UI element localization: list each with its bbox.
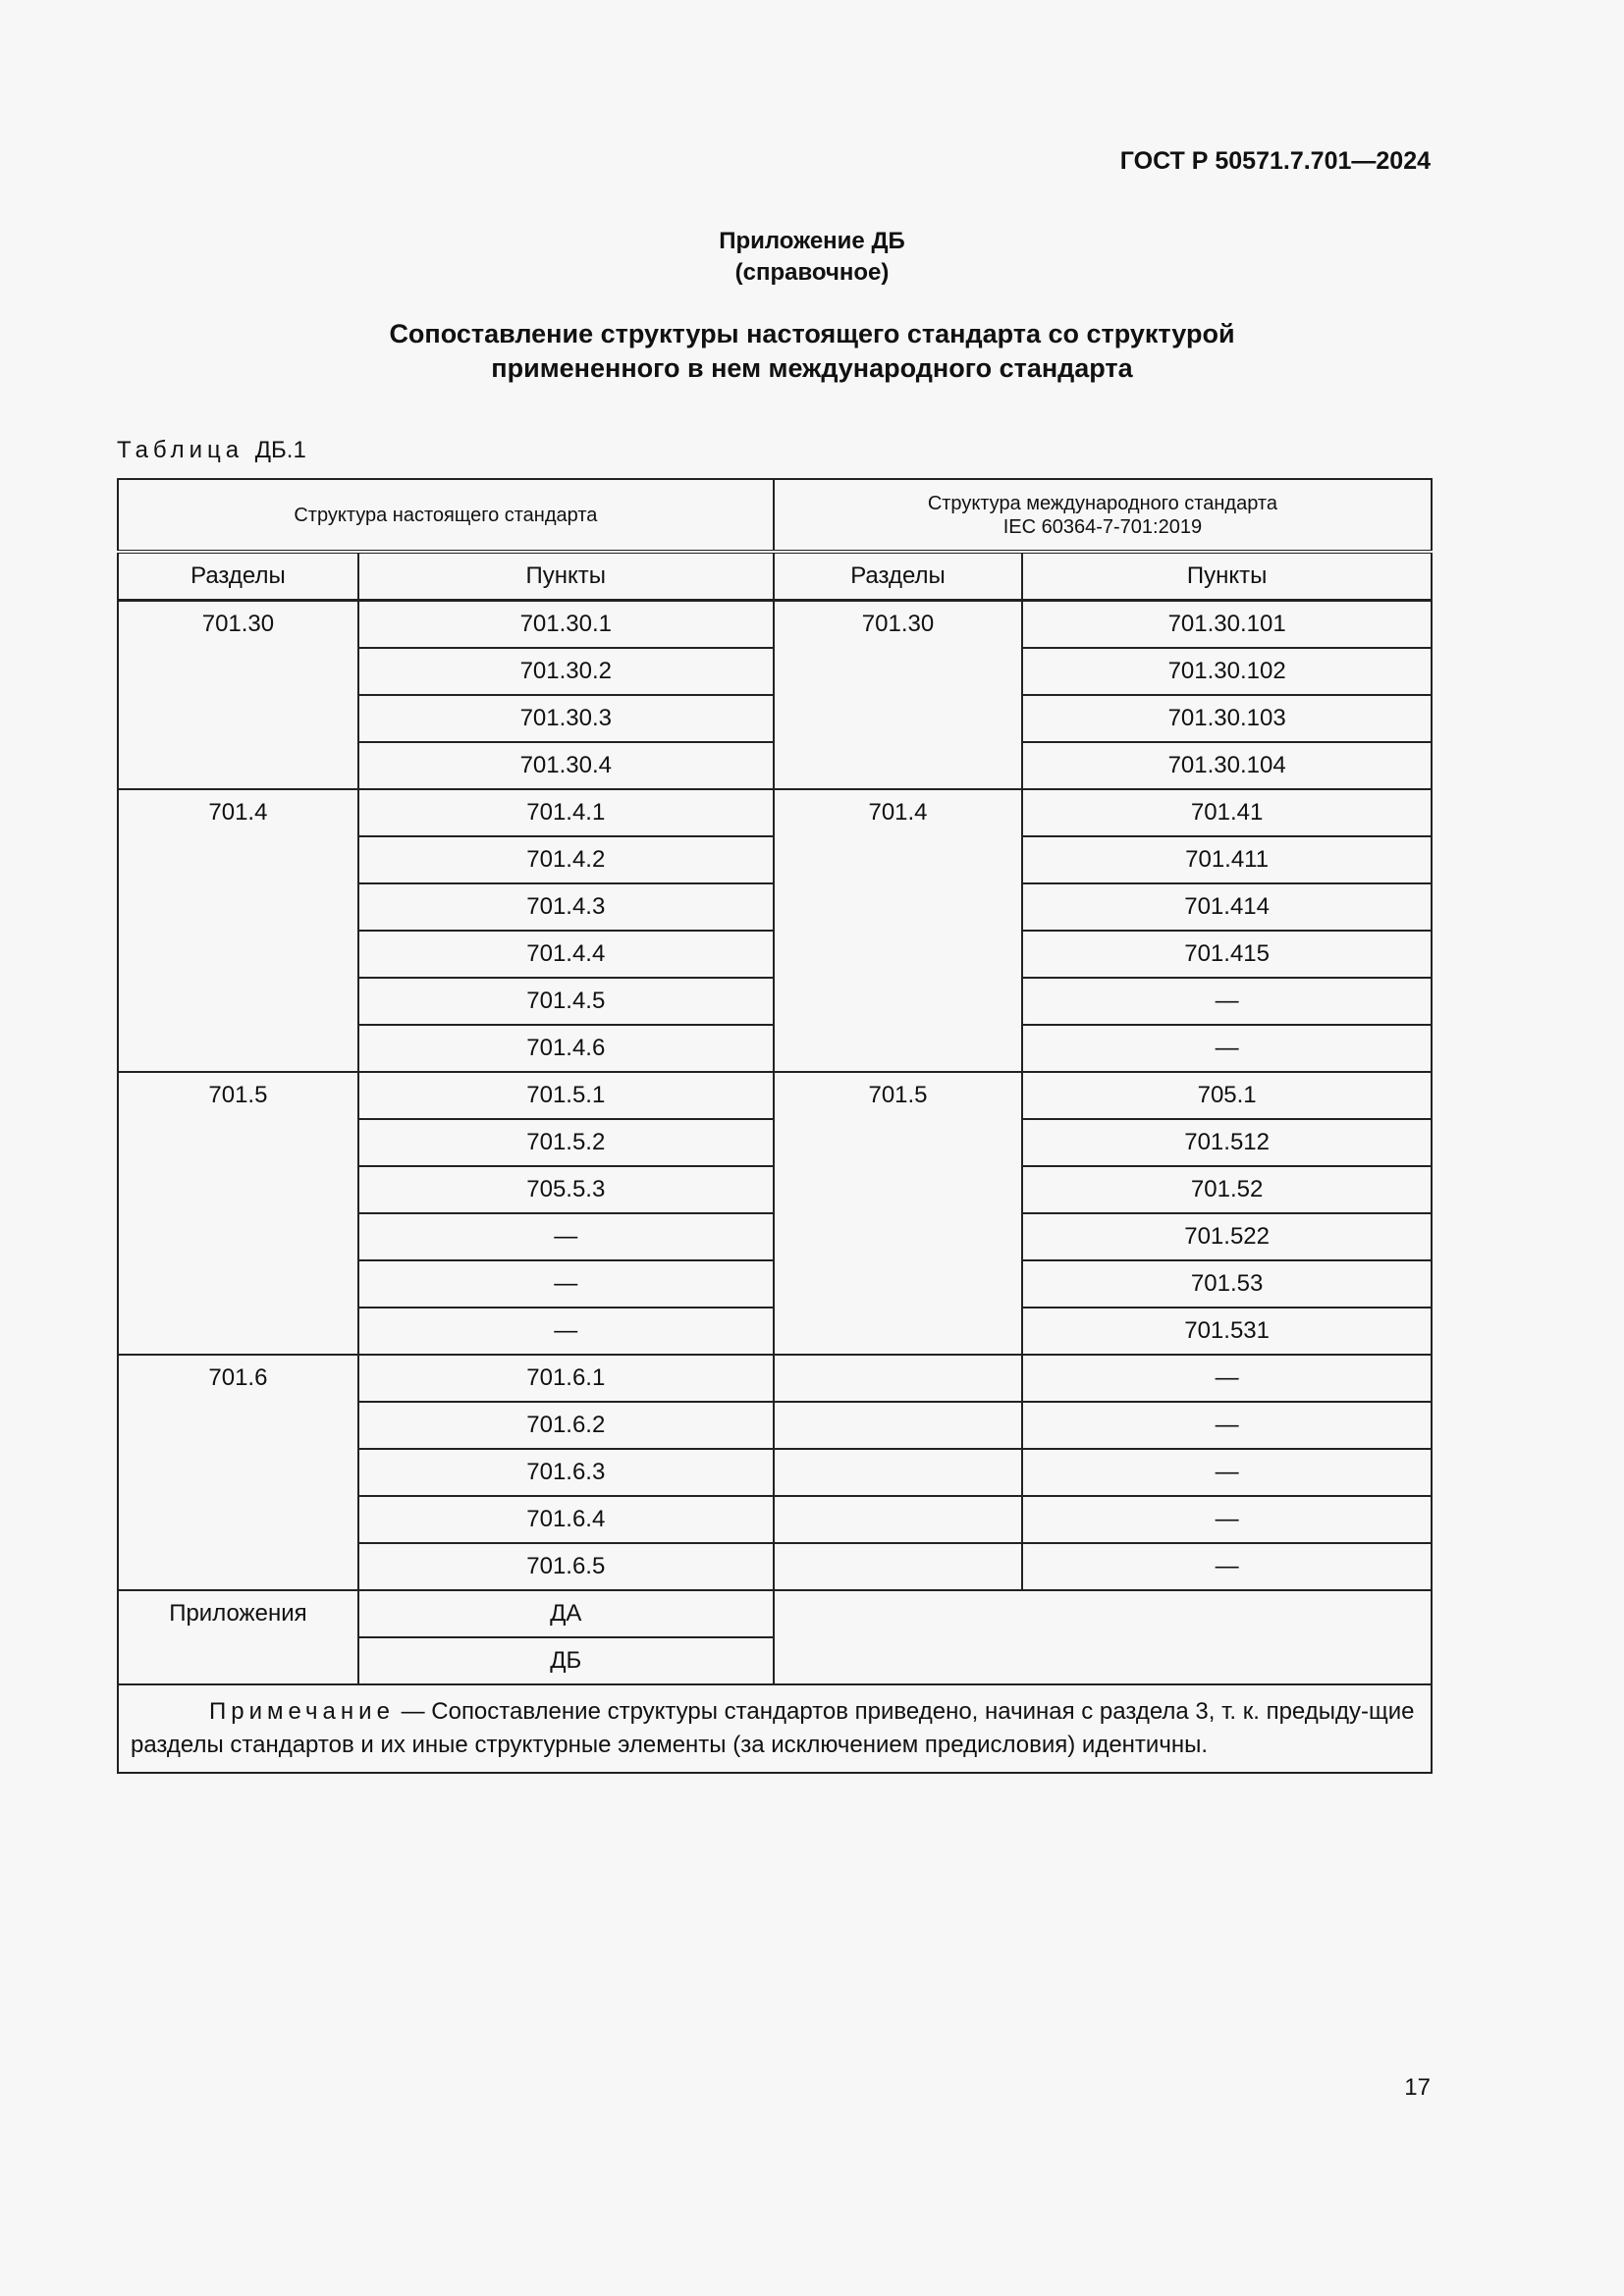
section-intl-cell	[774, 1543, 1023, 1590]
item-cell: 701.6.4	[358, 1496, 774, 1543]
item-intl-cell: —	[1022, 978, 1432, 1025]
appendix-title: Приложение ДБ	[719, 228, 905, 254]
item-cell: 701.6.5	[358, 1543, 774, 1590]
section-title-line1: Сопоставление структуры настоящего стандарта со структурой	[389, 319, 1235, 348]
item-cell: 701.4.6	[358, 1025, 774, 1072]
item-intl-cell: —	[1022, 1025, 1432, 1072]
header-national-structure: Структура настоящего стандарта	[118, 479, 774, 552]
section-intl-cell	[774, 1355, 1023, 1402]
item-intl-cell: 701.30.103	[1022, 695, 1432, 742]
table-note	[118, 1684, 1432, 1773]
item-cell: 701.4.3	[358, 883, 774, 931]
col-sections-header: Разделы	[118, 552, 358, 601]
col-items-header: Пункты	[358, 552, 774, 601]
table-row	[118, 789, 1432, 836]
item-intl-cell: 701.531	[1022, 1308, 1432, 1355]
note-row	[118, 1684, 1432, 1773]
table-caption-word: Таблица	[117, 437, 244, 463]
item-cell: —	[358, 1213, 774, 1260]
section-cell: 701.5	[118, 1072, 358, 1355]
table-row	[118, 601, 1432, 649]
section-cell: 701.6	[118, 1355, 358, 1590]
section-intl-cell: 701.4	[774, 789, 1023, 1072]
item-intl-cell: 701.415	[1022, 931, 1432, 978]
table-header-row	[118, 479, 1432, 552]
item-cell: 701.5.2	[358, 1119, 774, 1166]
section-cell: 701.30	[118, 601, 358, 790]
item-cell: —	[358, 1260, 774, 1308]
appendix-item-cell: ДБ	[358, 1637, 774, 1684]
table-caption	[117, 437, 306, 464]
item-intl-cell: 701.522	[1022, 1213, 1432, 1260]
item-cell: 701.30.2	[358, 648, 774, 695]
section-title	[0, 317, 1624, 386]
item-intl-cell: 701.52	[1022, 1166, 1432, 1213]
item-cell: 705.5.3	[358, 1166, 774, 1213]
item-intl-cell: 701.414	[1022, 883, 1432, 931]
section-intl-cell: 701.30	[774, 601, 1023, 790]
item-cell: 701.6.2	[358, 1402, 774, 1449]
note-label: Примечание	[209, 1698, 395, 1725]
item-intl-cell: 701.411	[1022, 836, 1432, 883]
section-intl-cell: 701.5	[774, 1072, 1023, 1355]
header-international-structure	[774, 479, 1432, 552]
table-row	[118, 1355, 1432, 1402]
item-cell: —	[358, 1308, 774, 1355]
item-cell: 701.4.5	[358, 978, 774, 1025]
item-cell: 701.6.3	[358, 1449, 774, 1496]
item-cell: 701.4.2	[358, 836, 774, 883]
section-cell: 701.4	[118, 789, 358, 1072]
section-intl-cell	[774, 1496, 1023, 1543]
item-intl-cell: 701.30.102	[1022, 648, 1432, 695]
item-intl-cell: 701.53	[1022, 1260, 1432, 1308]
structure-comparison-table	[117, 478, 1433, 1774]
appendices-label-cell: Приложения	[118, 1590, 358, 1684]
document-code: ГОСТ Р 50571.7.701—2024	[1119, 147, 1431, 175]
section-intl-cell	[774, 1402, 1023, 1449]
item-cell: 701.30.1	[358, 601, 774, 649]
note-text: — Сопоставление структуры стандартов приведено, начиная с раздела 3, т. к. предыду-щие разделы стандартов и их иные структурные элементы (за исключением предисловия) идентичны.	[131, 1698, 1415, 1758]
header-international-line2: IEC 60364-7-701:2019	[1002, 515, 1203, 538]
table-caption-number: ДБ.1	[254, 437, 306, 463]
item-cell: 701.4.1	[358, 789, 774, 836]
item-intl-cell: —	[1022, 1543, 1432, 1590]
item-intl-cell: 701.30.104	[1022, 742, 1432, 789]
item-intl-cell: —	[1022, 1402, 1432, 1449]
header-international-line1: Структура международного стандарта	[927, 492, 1277, 514]
item-intl-cell: 701.41	[1022, 789, 1432, 836]
item-intl-cell: —	[1022, 1496, 1432, 1543]
page-number: 17	[1404, 2074, 1431, 2101]
item-cell: 701.6.1	[358, 1355, 774, 1402]
col-items-intl-header: Пункты	[1022, 552, 1432, 601]
section-title-line2: примененного в нем международного стандарта	[491, 353, 1133, 383]
appendix-row	[118, 1590, 1432, 1637]
table-body	[118, 479, 1432, 1773]
col-sections-intl-header: Разделы	[774, 552, 1023, 601]
item-cell: 701.30.4	[358, 742, 774, 789]
appendix-heading	[0, 226, 1624, 289]
section-intl-cell	[774, 1449, 1023, 1496]
item-intl-cell: 701.512	[1022, 1119, 1432, 1166]
item-intl-cell: —	[1022, 1355, 1432, 1402]
appendix-subtitle: (справочное)	[734, 259, 890, 286]
item-intl-cell: 705.1	[1022, 1072, 1432, 1119]
item-intl-cell: 701.30.101	[1022, 601, 1432, 649]
appendix-item-cell: ДА	[358, 1590, 774, 1637]
item-cell: 701.30.3	[358, 695, 774, 742]
appendices-intl-empty-cell	[774, 1590, 1432, 1684]
item-intl-cell: —	[1022, 1449, 1432, 1496]
table-row	[118, 1072, 1432, 1119]
item-cell: 701.5.1	[358, 1072, 774, 1119]
column-header-row	[118, 552, 1432, 601]
item-cell: 701.4.4	[358, 931, 774, 978]
